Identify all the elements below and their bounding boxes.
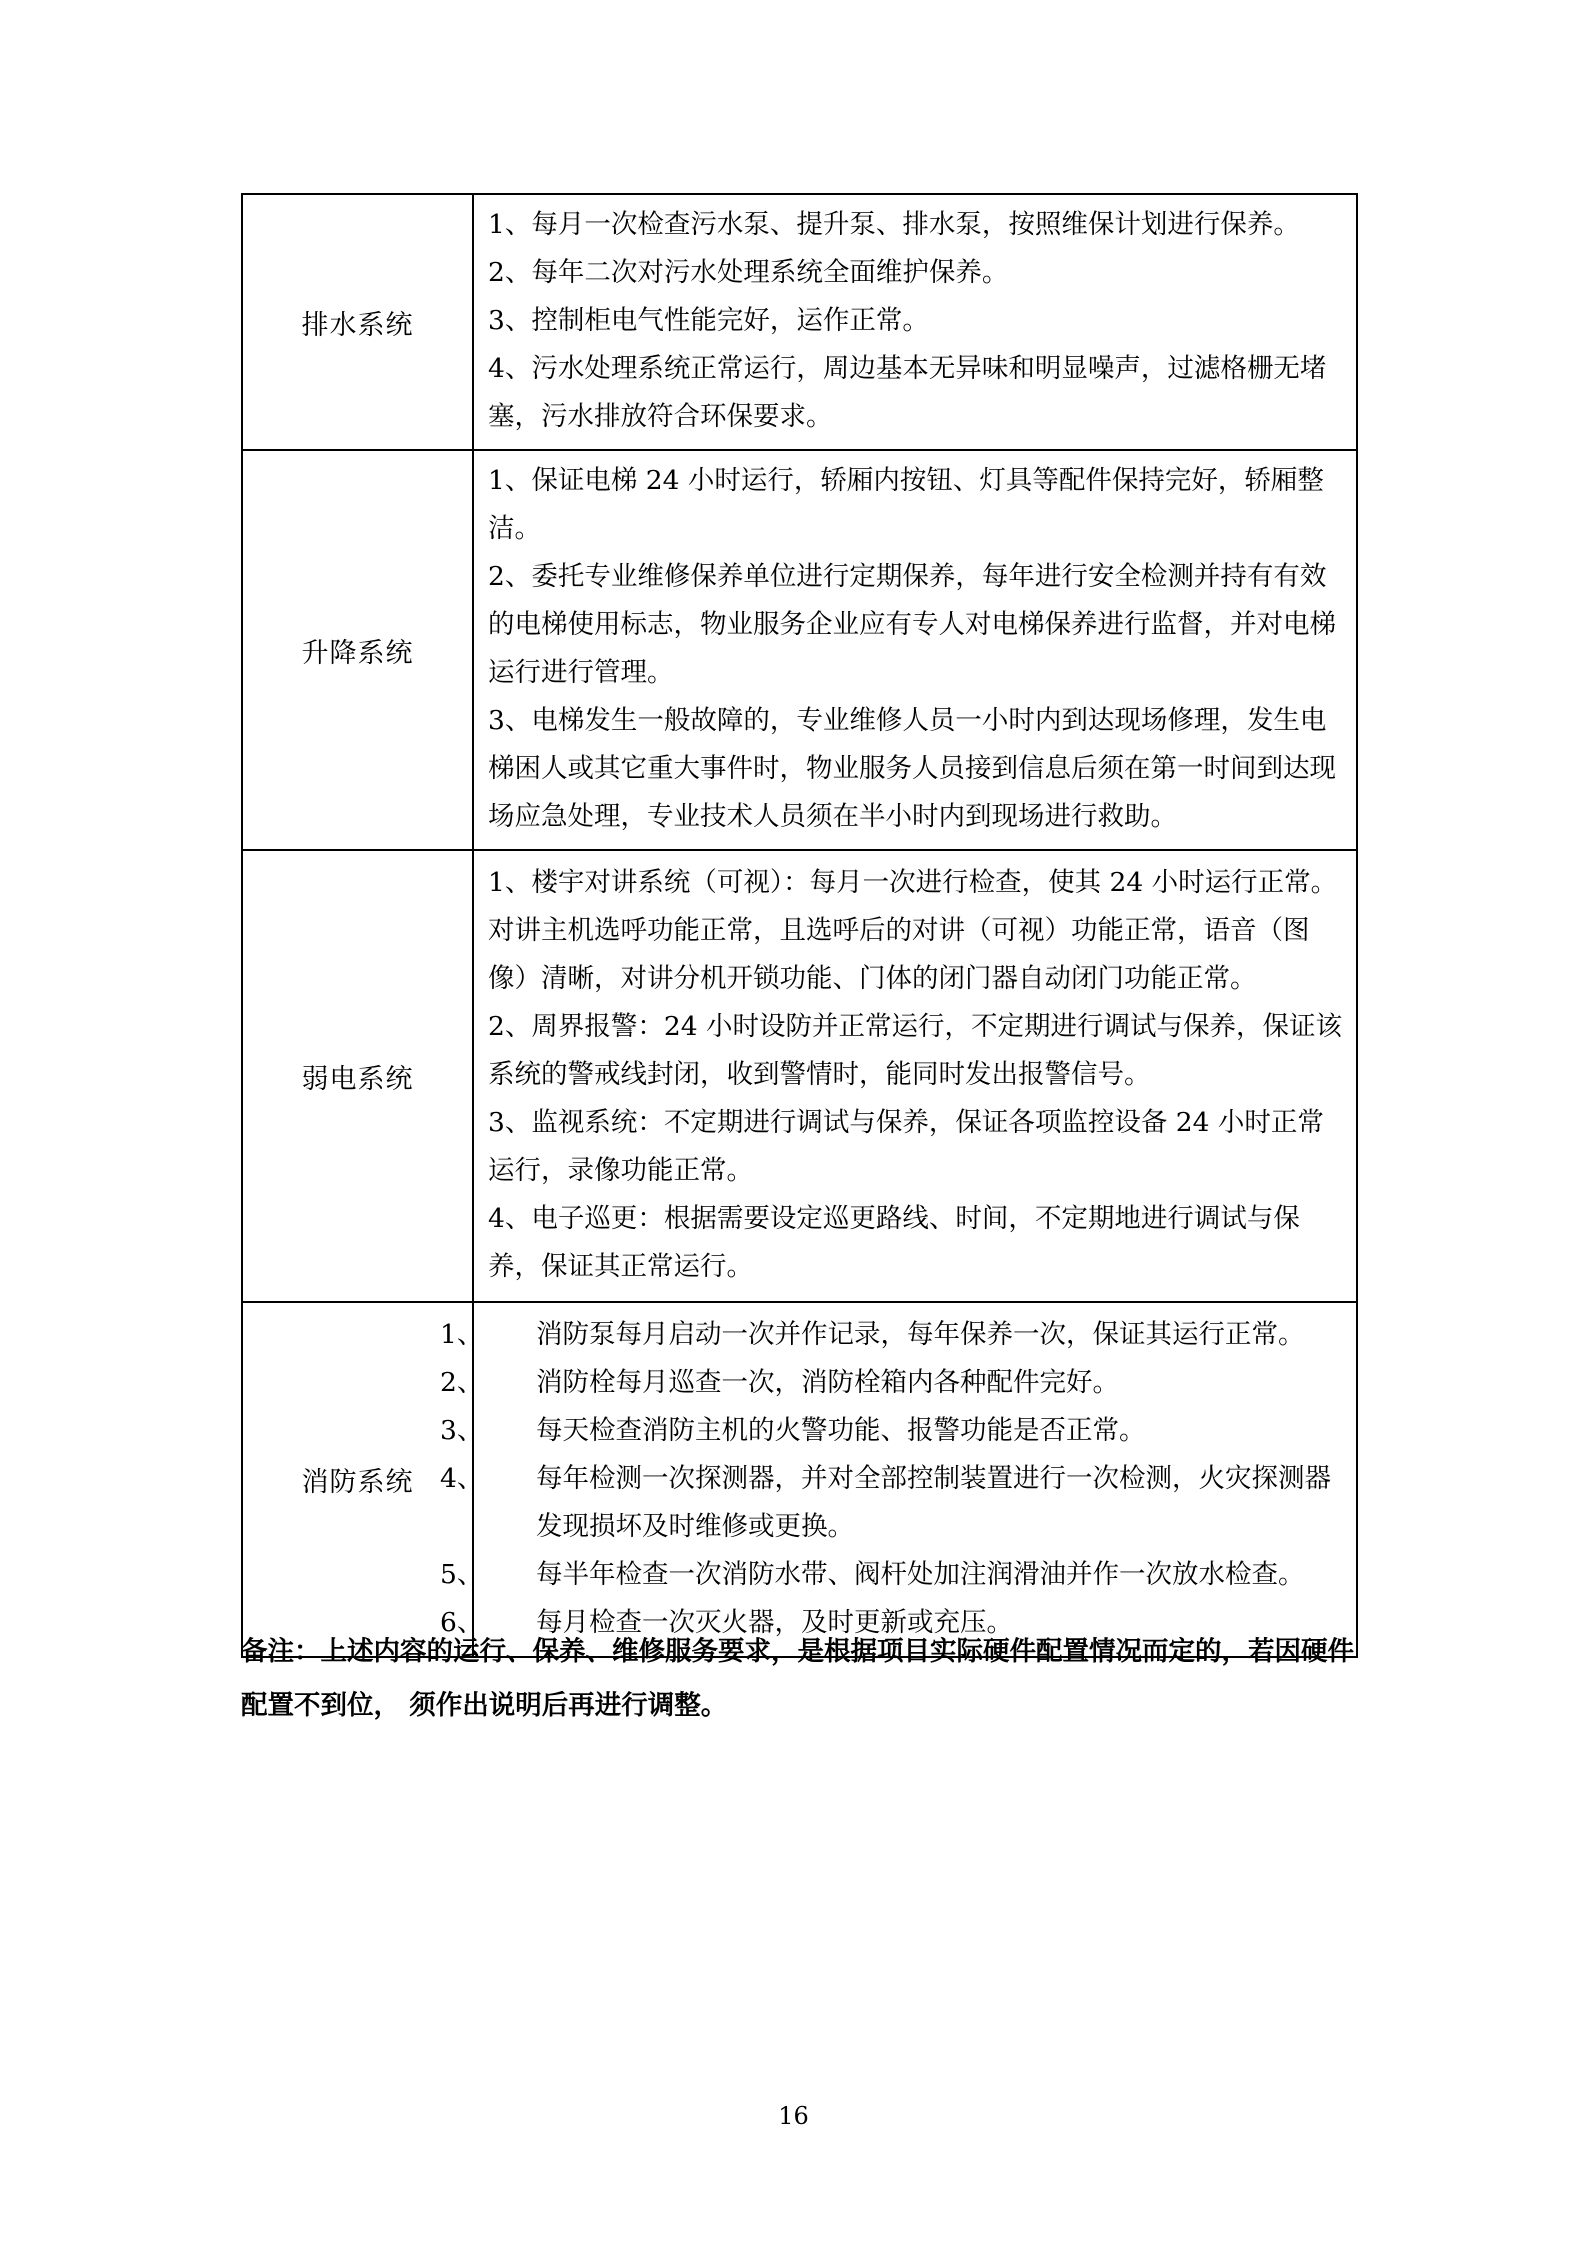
requirement-item bbox=[440, 1311, 1344, 1359]
requirement-item: 3、控制柜电气性能完好，运作正常。 bbox=[488, 305, 929, 336]
remarks-note: 备注：上述内容的运行、保养、维修服务要求，是根据项目实际硬件配置情况而定的，若因硬件配置不到位， 须作出说明后再进行调整。 bbox=[241, 1635, 1354, 1721]
item-text: 每半年检查一次消防水带、阀杆处加注润滑油并作一次放水检查。 bbox=[536, 1558, 1305, 1590]
requirement-item: 3、监视系统：不定期进行调试与保养，保证各项监控设备 24 小时正常运行，录像功能正常。 bbox=[488, 1107, 1324, 1186]
item-text: 消防泵每月启动一次并作记录，每年保养一次，保证其运行正常。 bbox=[536, 1318, 1305, 1350]
item-number: 1、 bbox=[440, 1318, 484, 1350]
system-name: 弱电系统 bbox=[242, 850, 473, 1302]
table-row bbox=[242, 194, 1357, 450]
item-number: 4、 bbox=[440, 1462, 484, 1494]
item-number: 5、 bbox=[440, 1558, 484, 1590]
item-text: 消防栓每月巡查一次，消防栓箱内各种配件完好。 bbox=[536, 1366, 1119, 1398]
table-row bbox=[242, 1302, 1357, 1657]
requirement-item bbox=[440, 1551, 1344, 1599]
requirements-cell bbox=[440, 1302, 1357, 1657]
system-name: 排水系统 bbox=[242, 194, 473, 450]
page-number: 16 bbox=[778, 2102, 809, 2130]
requirement-item: 2、周界报警：24 小时设防并正常运行，不定期进行调试与保养，保证该系统的警戒线封闭，收到警情时，能同时发出报警信号。 bbox=[488, 1011, 1343, 1090]
requirement-item: 1、每月一次检查污水泵、提升泵、排水泵，按照维保计划进行保养。 bbox=[488, 209, 1300, 240]
item-number: 6、 bbox=[440, 1606, 484, 1638]
requirement-item: 1、楼宇对讲系统（可视）：每月一次进行检查，使其 24 小时运行正常。对讲主机选呼功能正常，且选呼后的对讲（可视）功能正常，语音（图像）清晰，对讲分机开锁功能、门体的闭门器自动闭门功能正常。 bbox=[488, 867, 1338, 994]
requirement-item: 2、每年二次对污水处理系统全面维护保养。 bbox=[488, 257, 1009, 288]
item-number: 3、 bbox=[440, 1414, 484, 1446]
maintenance-table bbox=[241, 193, 1358, 1658]
requirement-item bbox=[440, 1455, 1344, 1551]
requirement-item: 1、保证电梯 24 小时运行，轿厢内按钮、灯具等配件保持完好，轿厢整洁。 bbox=[488, 465, 1324, 544]
requirements-cell bbox=[473, 850, 1357, 1302]
requirement-item bbox=[440, 1359, 1344, 1407]
system-name: 升降系统 bbox=[242, 450, 473, 850]
table-row bbox=[242, 850, 1357, 1302]
requirement-item: 3、电梯发生一般故障的，专业维修人员一小时内到达现场修理，发生电梯困人或其它重大事件时，物业服务人员接到信息后须在第一时间到达现场应急处理，专业技术人员须在半小时内到现场进行救助。 bbox=[488, 705, 1336, 832]
item-text: 每月检查一次灭火器，及时更新或充压。 bbox=[536, 1606, 1013, 1638]
requirement-item bbox=[440, 1407, 1344, 1455]
table-row bbox=[242, 450, 1357, 850]
item-text: 每天检查消防主机的火警功能、报警功能是否正常。 bbox=[536, 1414, 1146, 1446]
requirement-item: 4、污水处理系统正常运行，周边基本无异味和明显噪声，过滤格栅无堵塞，污水排放符合环保要求。 bbox=[488, 353, 1327, 432]
system-name: 消防系统 bbox=[242, 1302, 473, 1657]
requirements-cell bbox=[473, 450, 1357, 850]
requirement-item: 4、电子巡更：根据需要设定巡更路线、时间，不定期地进行调试与保养，保证其正常运行。 bbox=[488, 1203, 1300, 1282]
item-text: 每年检测一次探测器，并对全部控制装置进行一次检测，火灾探测器发现损坏及时维修或更换。 bbox=[536, 1462, 1331, 1542]
requirement-item: 2、委托专业维修保养单位进行定期保养，每年进行安全检测并持有有效的电梯使用标志，物业服务企业应有专人对电梯保养进行监督，并对电梯运行进行管理。 bbox=[488, 561, 1336, 688]
item-number: 2、 bbox=[440, 1366, 484, 1398]
requirements-cell bbox=[473, 194, 1357, 450]
